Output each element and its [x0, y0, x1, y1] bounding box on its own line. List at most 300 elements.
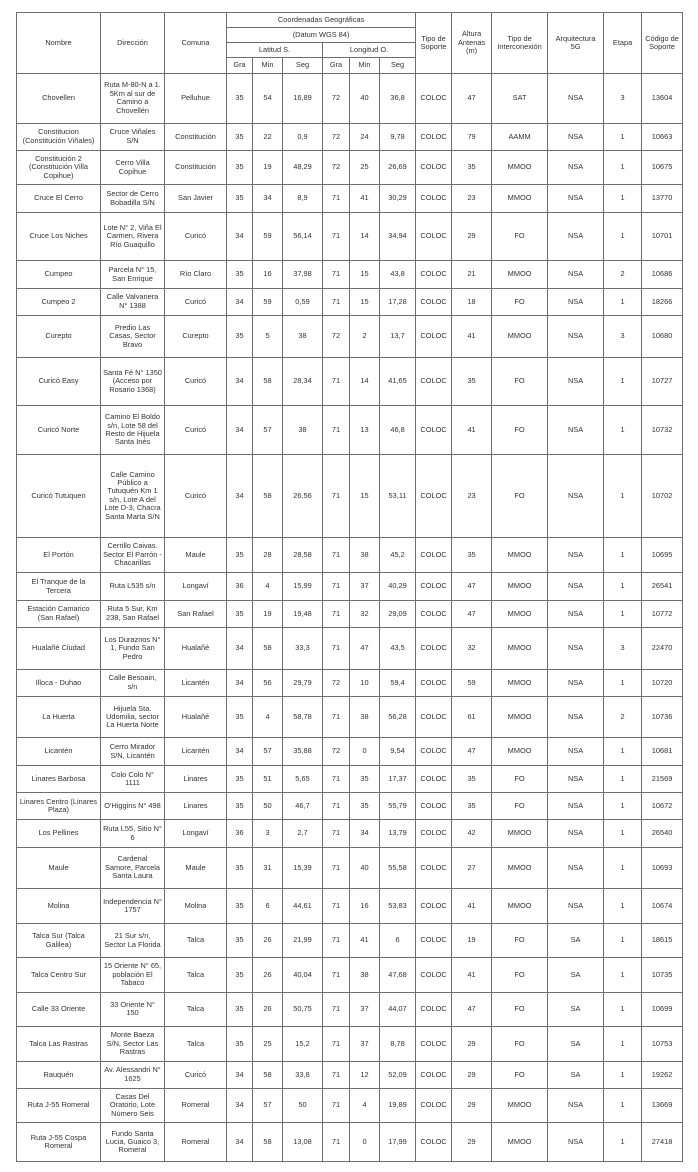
cell-lon-min: 24 [350, 123, 380, 150]
cell-lat-seg: 44,61 [283, 889, 323, 923]
cell-etapa: 1 [604, 212, 642, 261]
cell-altura: 47 [452, 738, 492, 765]
cell-tipo-soporte: COLOC [416, 123, 452, 150]
cell-nombre: Licantén [17, 738, 101, 765]
cell-lon-gra: 71 [323, 212, 350, 261]
cell-arquitectura: SA [548, 1061, 604, 1088]
cell-lat-gra: 35 [227, 992, 253, 1026]
cell-lat-min: 58 [253, 454, 283, 537]
cell-direccion: Sector de Cerro Bobadilla S/N [101, 185, 165, 212]
cell-interconexion: MMOO [492, 1088, 548, 1122]
cell-lat-min: 19 [253, 600, 283, 627]
cell-lat-gra: 36 [227, 573, 253, 600]
cell-comuna: Curicó [165, 288, 227, 315]
cell-tipo-soporte: COLOC [416, 454, 452, 537]
cell-lon-gra: 71 [323, 573, 350, 600]
cell-direccion: Cardenal Samore, Parcela Santa Laura [101, 847, 165, 889]
cell-codigo: 13770 [642, 185, 683, 212]
cell-direccion: Fundo Santa Lucia, Guaico 3, Romeral [101, 1123, 165, 1162]
table-row [17, 765, 683, 792]
cell-tipo-soporte: COLOC [416, 738, 452, 765]
cell-nombre: Linares Centro (Linares Plaza) [17, 793, 101, 820]
cell-comuna: Linares [165, 765, 227, 792]
cell-lon-seg: 17,28 [380, 288, 416, 315]
cell-lon-seg: 45,2 [380, 537, 416, 572]
cell-lat-seg: 21,99 [283, 923, 323, 957]
cell-altura: 35 [452, 537, 492, 572]
cell-lon-min: 34 [350, 820, 380, 847]
cell-nombre: Maule [17, 847, 101, 889]
cell-etapa: 1 [604, 958, 642, 992]
cell-interconexion: MMOO [492, 261, 548, 288]
cell-arquitectura: SA [548, 958, 604, 992]
cell-lat-min: 59 [253, 212, 283, 261]
cell-comuna: Licantén [165, 669, 227, 696]
cell-lat-seg: 0,9 [283, 123, 323, 150]
cell-lon-min: 41 [350, 923, 380, 957]
cell-arquitectura: NSA [548, 765, 604, 792]
cell-codigo: 10663 [642, 123, 683, 150]
cell-direccion: Calle Valvanera N° 1388 [101, 288, 165, 315]
cell-lon-seg: 44,07 [380, 992, 416, 1026]
cell-altura: 79 [452, 123, 492, 150]
table-row [17, 1061, 683, 1088]
cell-lat-gra: 35 [227, 889, 253, 923]
col-header-lon-gra: Gra [323, 58, 350, 74]
cell-etapa: 1 [604, 738, 642, 765]
cell-lon-seg: 56,28 [380, 696, 416, 738]
cell-nombre: Cruce Los Niches [17, 212, 101, 261]
cell-lon-gra: 71 [323, 628, 350, 670]
cell-comuna: Hualañé [165, 628, 227, 670]
cell-codigo: 10686 [642, 261, 683, 288]
cell-direccion: Av. Alessandri N° 1625 [101, 1061, 165, 1088]
cell-lat-seg: 48,29 [283, 150, 323, 184]
cell-tipo-soporte: COLOC [416, 150, 452, 184]
cell-lat-min: 26 [253, 923, 283, 957]
cell-codigo: 10695 [642, 537, 683, 572]
cell-nombre: Linares Barbosa [17, 765, 101, 792]
cell-lat-seg: 33,8 [283, 1061, 323, 1088]
cell-lon-gra: 71 [323, 889, 350, 923]
cell-arquitectura: NSA [548, 74, 604, 124]
cell-nombre: Molina [17, 889, 101, 923]
cell-lon-min: 16 [350, 889, 380, 923]
cell-lon-gra: 71 [323, 793, 350, 820]
cell-lat-gra: 36 [227, 820, 253, 847]
col-header-lon-min: Min [350, 58, 380, 74]
cell-codigo: 10772 [642, 600, 683, 627]
cell-comuna: Longaví [165, 573, 227, 600]
cell-lon-min: 4 [350, 1088, 380, 1122]
cell-interconexion: FO [492, 992, 548, 1026]
cell-lat-min: 56 [253, 669, 283, 696]
cell-lat-gra: 34 [227, 212, 253, 261]
cell-nombre: Chovellen [17, 74, 101, 124]
cell-nombre: Ruta J-55 Cospa Romeral [17, 1123, 101, 1162]
table-row [17, 316, 683, 358]
cell-direccion: Ruta L55, Sitio N° 6 [101, 820, 165, 847]
cell-lon-seg: 13,7 [380, 316, 416, 358]
col-header-coordenadas: Coordenadas Geográficas [227, 13, 416, 28]
cell-lon-min: 32 [350, 600, 380, 627]
cell-etapa: 1 [604, 992, 642, 1026]
cell-lon-min: 35 [350, 765, 380, 792]
cell-direccion: Cerro Mirador S/N, Licantén [101, 738, 165, 765]
cell-lat-gra: 34 [227, 406, 253, 455]
cell-nombre: Los Pellines [17, 820, 101, 847]
cell-codigo: 26541 [642, 573, 683, 600]
cell-codigo: 13669 [642, 1088, 683, 1122]
cell-lon-gra: 72 [323, 316, 350, 358]
cell-codigo: 10735 [642, 958, 683, 992]
cell-interconexion: FO [492, 923, 548, 957]
cell-direccion: Casas Del Oratorio, Lote Número Seis [101, 1088, 165, 1122]
cell-lon-min: 37 [350, 992, 380, 1026]
cell-etapa: 1 [604, 454, 642, 537]
cell-lon-min: 35 [350, 793, 380, 820]
cell-tipo-soporte: COLOC [416, 357, 452, 406]
cell-codigo: 10702 [642, 454, 683, 537]
cell-lon-gra: 72 [323, 123, 350, 150]
cell-arquitectura: NSA [548, 793, 604, 820]
cell-lat-seg: 38 [283, 406, 323, 455]
cell-lon-gra: 71 [323, 185, 350, 212]
cell-tipo-soporte: COLOC [416, 992, 452, 1026]
cell-arquitectura: NSA [548, 406, 604, 455]
cell-lat-seg: 19,48 [283, 600, 323, 627]
cell-lat-gra: 34 [227, 357, 253, 406]
cell-lon-min: 0 [350, 738, 380, 765]
cell-nombre: Cruce El Cerro [17, 185, 101, 212]
col-header-direccion: Dirección [101, 13, 165, 74]
cell-lat-min: 5 [253, 316, 283, 358]
cell-lon-min: 40 [350, 847, 380, 889]
cell-altura: 32 [452, 628, 492, 670]
cell-lat-min: 3 [253, 820, 283, 847]
cell-interconexion: MMOO [492, 889, 548, 923]
cell-lon-seg: 43,8 [380, 261, 416, 288]
cell-lon-gra: 71 [323, 696, 350, 738]
cell-arquitectura: NSA [548, 889, 604, 923]
cell-nombre: Rauquén [17, 1061, 101, 1088]
cell-direccion: Monte Baeza S/N, Sector Las Rastras [101, 1027, 165, 1061]
cell-tipo-soporte: COLOC [416, 923, 452, 957]
cell-interconexion: FO [492, 1027, 548, 1061]
cell-codigo: 10736 [642, 696, 683, 738]
cell-nombre: La Huerta [17, 696, 101, 738]
cell-lat-min: 6 [253, 889, 283, 923]
cell-nombre: Talca Centro Sur [17, 958, 101, 992]
cell-lon-seg: 59,4 [380, 669, 416, 696]
cell-lat-seg: 5,65 [283, 765, 323, 792]
cell-tipo-soporte: COLOC [416, 74, 452, 124]
cell-arquitectura: NSA [548, 1088, 604, 1122]
cell-nombre: El Portón [17, 537, 101, 572]
cell-lat-seg: 56,14 [283, 212, 323, 261]
cell-lat-min: 57 [253, 1088, 283, 1122]
table-row [17, 628, 683, 670]
cell-lon-seg: 36,8 [380, 74, 416, 124]
cell-lat-gra: 35 [227, 793, 253, 820]
cell-lat-seg: 0,59 [283, 288, 323, 315]
cell-tipo-soporte: COLOC [416, 406, 452, 455]
cell-lat-seg: 28,34 [283, 357, 323, 406]
cell-etapa: 1 [604, 669, 642, 696]
cell-comuna: Talca [165, 1027, 227, 1061]
cell-direccion: O'Higgins N° 498 [101, 793, 165, 820]
cell-comuna: Talca [165, 923, 227, 957]
cell-direccion: Ruta M-80-N a 1. 5Km al sur de Camino a Chovellén [101, 74, 165, 124]
cell-codigo: 10672 [642, 793, 683, 820]
table-row [17, 958, 683, 992]
cell-comuna: Longaví [165, 820, 227, 847]
table-row [17, 454, 683, 537]
cell-tipo-soporte: COLOC [416, 765, 452, 792]
cell-lat-min: 4 [253, 573, 283, 600]
cell-lat-seg: 29,79 [283, 669, 323, 696]
cell-lat-gra: 35 [227, 537, 253, 572]
cell-codigo: 10675 [642, 150, 683, 184]
cell-nombre: Ruta J-55 Romeral [17, 1088, 101, 1122]
cell-lon-gra: 72 [323, 74, 350, 124]
cell-arquitectura: NSA [548, 212, 604, 261]
table-row [17, 600, 683, 627]
cell-lon-gra: 72 [323, 738, 350, 765]
cell-arquitectura: NSA [548, 820, 604, 847]
cell-etapa: 1 [604, 765, 642, 792]
cell-comuna: Hualañé [165, 696, 227, 738]
cell-tipo-soporte: COLOC [416, 1088, 452, 1122]
cell-tipo-soporte: COLOC [416, 696, 452, 738]
cell-arquitectura: NSA [548, 185, 604, 212]
cell-lat-seg: 28,58 [283, 537, 323, 572]
cell-etapa: 1 [604, 1027, 642, 1061]
cell-etapa: 1 [604, 357, 642, 406]
table-row [17, 1123, 683, 1162]
cell-altura: 35 [452, 765, 492, 792]
table-row [17, 820, 683, 847]
cell-etapa: 1 [604, 923, 642, 957]
cell-codigo: 10699 [642, 992, 683, 1026]
cell-codigo: 10674 [642, 889, 683, 923]
cell-tipo-soporte: COLOC [416, 889, 452, 923]
cell-comuna: San Rafael [165, 600, 227, 627]
cell-lon-min: 37 [350, 1027, 380, 1061]
cell-lon-gra: 71 [323, 1027, 350, 1061]
cell-altura: 29 [452, 1088, 492, 1122]
cell-codigo: 10720 [642, 669, 683, 696]
cell-lat-min: 22 [253, 123, 283, 150]
col-header-lat-min: Min [253, 58, 283, 74]
cell-lon-seg: 9,78 [380, 123, 416, 150]
cell-lat-gra: 35 [227, 150, 253, 184]
col-header-arquitectura: Arquitectura 5G [548, 13, 604, 74]
cell-altura: 47 [452, 600, 492, 627]
cell-comuna: Curicó [165, 406, 227, 455]
cell-altura: 35 [452, 357, 492, 406]
cell-lon-gra: 71 [323, 992, 350, 1026]
cell-lon-gra: 71 [323, 820, 350, 847]
cell-etapa: 1 [604, 1088, 642, 1122]
cell-direccion: Santa Fé N° 1350 (Acceso por Rosario 1368) [101, 357, 165, 406]
cell-arquitectura: NSA [548, 1123, 604, 1162]
cell-direccion: Hijuela Sta. Udomilia, sector La Huerta Norte [101, 696, 165, 738]
cell-lat-seg: 50 [283, 1088, 323, 1122]
cell-lat-gra: 35 [227, 923, 253, 957]
table-row [17, 738, 683, 765]
cell-lat-seg: 38 [283, 316, 323, 358]
cell-lat-min: 57 [253, 406, 283, 455]
cell-nombre: Calle 33 Oriente [17, 992, 101, 1026]
cell-arquitectura: NSA [548, 288, 604, 315]
col-header-datum: (Datum WGS 84) [227, 28, 416, 43]
cell-etapa: 3 [604, 74, 642, 124]
cell-comuna: Linares [165, 793, 227, 820]
cell-comuna: Romeral [165, 1088, 227, 1122]
cell-codigo: 10727 [642, 357, 683, 406]
cell-etapa: 1 [604, 820, 642, 847]
col-header-latitud: Latitud S. [227, 43, 323, 58]
cell-lon-seg: 9,54 [380, 738, 416, 765]
cell-lat-seg: 35,88 [283, 738, 323, 765]
cell-altura: 41 [452, 889, 492, 923]
cell-lon-min: 14 [350, 357, 380, 406]
cell-arquitectura: NSA [548, 261, 604, 288]
cell-lon-min: 41 [350, 185, 380, 212]
cell-lon-gra: 72 [323, 669, 350, 696]
cell-interconexion: MMOO [492, 185, 548, 212]
cell-lon-gra: 71 [323, 454, 350, 537]
cell-interconexion: SAT [492, 74, 548, 124]
cell-lat-min: 19 [253, 150, 283, 184]
cell-codigo: 10680 [642, 316, 683, 358]
cell-lat-gra: 35 [227, 261, 253, 288]
cell-lat-seg: 33,3 [283, 628, 323, 670]
cell-lon-gra: 71 [323, 958, 350, 992]
cell-altura: 29 [452, 212, 492, 261]
cell-lon-seg: 8,78 [380, 1027, 416, 1061]
cell-interconexion: AAMM [492, 123, 548, 150]
cell-lon-min: 38 [350, 696, 380, 738]
cell-lon-min: 47 [350, 628, 380, 670]
col-header-etapa: Etapa [604, 13, 642, 74]
table-row [17, 74, 683, 124]
cell-lon-seg: 6 [380, 923, 416, 957]
col-header-tipo-soporte: Tipo de Soporte [416, 13, 452, 74]
cell-direccion: Cerrillo Caivas. Sector El Parrón - Chacarillas [101, 537, 165, 572]
cell-altura: 47 [452, 573, 492, 600]
cell-altura: 19 [452, 923, 492, 957]
cell-comuna: Maule [165, 537, 227, 572]
cell-codigo: 10753 [642, 1027, 683, 1061]
cell-tipo-soporte: COLOC [416, 573, 452, 600]
cell-altura: 47 [452, 992, 492, 1026]
cell-comuna: Curicó [165, 454, 227, 537]
cell-lon-gra: 71 [323, 765, 350, 792]
document-page [16, 12, 682, 1162]
col-header-interconexion: Tipo de Interconexión [492, 13, 548, 74]
cell-lat-gra: 35 [227, 1027, 253, 1061]
cell-nombre: Estación Camarico (San Rafael) [17, 600, 101, 627]
cell-lon-seg: 40,29 [380, 573, 416, 600]
cell-direccion: Parcela N° 15, San Enrique [101, 261, 165, 288]
cell-lon-seg: 13,79 [380, 820, 416, 847]
cell-tipo-soporte: COLOC [416, 847, 452, 889]
cell-nombre: Talca Sur (Talca Galilea) [17, 923, 101, 957]
cell-nombre: Hualañé Ciudad [17, 628, 101, 670]
cell-lat-min: 58 [253, 1123, 283, 1162]
cell-etapa: 1 [604, 150, 642, 184]
cell-lat-min: 54 [253, 74, 283, 124]
cell-direccion: Ruta 5 Sur, Km 238, San Rafael [101, 600, 165, 627]
cell-lon-seg: 19,89 [380, 1088, 416, 1122]
cell-interconexion: MMOO [492, 537, 548, 572]
cell-lat-seg: 15,99 [283, 573, 323, 600]
table-row [17, 357, 683, 406]
cell-direccion: Independencia N° 1757 [101, 889, 165, 923]
cell-comuna: Molina [165, 889, 227, 923]
cell-nombre: Cumpeo [17, 261, 101, 288]
cell-altura: 35 [452, 150, 492, 184]
table-row [17, 669, 683, 696]
cell-codigo: 21569 [642, 765, 683, 792]
cell-lon-seg: 55,79 [380, 793, 416, 820]
table-row [17, 537, 683, 572]
cell-tipo-soporte: COLOC [416, 537, 452, 572]
cell-interconexion: MMOO [492, 669, 548, 696]
cell-altura: 59 [452, 669, 492, 696]
cell-lat-seg: 40,04 [283, 958, 323, 992]
cell-arquitectura: NSA [548, 537, 604, 572]
cell-interconexion: MMOO [492, 820, 548, 847]
cell-tipo-soporte: COLOC [416, 261, 452, 288]
cell-interconexion: FO [492, 288, 548, 315]
cell-lon-seg: 53,83 [380, 889, 416, 923]
cell-altura: 42 [452, 820, 492, 847]
cell-lon-gra: 72 [323, 150, 350, 184]
cell-lat-seg: 15,2 [283, 1027, 323, 1061]
cell-lon-seg: 17,99 [380, 1123, 416, 1162]
cell-altura: 23 [452, 185, 492, 212]
table-row [17, 123, 683, 150]
cell-lon-min: 15 [350, 288, 380, 315]
cell-altura: 29 [452, 1123, 492, 1162]
cell-lon-seg: 52,09 [380, 1061, 416, 1088]
cell-comuna: Curicó [165, 212, 227, 261]
cell-codigo: 22470 [642, 628, 683, 670]
table-body [17, 74, 683, 1162]
cell-lat-seg: 2,7 [283, 820, 323, 847]
cell-etapa: 2 [604, 696, 642, 738]
cell-interconexion: FO [492, 793, 548, 820]
cell-lat-gra: 35 [227, 123, 253, 150]
cell-lat-gra: 34 [227, 628, 253, 670]
cell-lat-min: 57 [253, 738, 283, 765]
cell-interconexion: MMOO [492, 316, 548, 358]
cell-interconexion: FO [492, 958, 548, 992]
cell-tipo-soporte: COLOC [416, 1027, 452, 1061]
cell-lat-min: 51 [253, 765, 283, 792]
cell-nombre: Curicó Easy [17, 357, 101, 406]
cell-lon-seg: 34,94 [380, 212, 416, 261]
cell-altura: 29 [452, 1027, 492, 1061]
cell-etapa: 1 [604, 1061, 642, 1088]
cell-altura: 41 [452, 406, 492, 455]
cell-comuna: Licantén [165, 738, 227, 765]
cell-nombre: El Tranque de la Tercera [17, 573, 101, 600]
col-header-comuna: Comuna [165, 13, 227, 74]
